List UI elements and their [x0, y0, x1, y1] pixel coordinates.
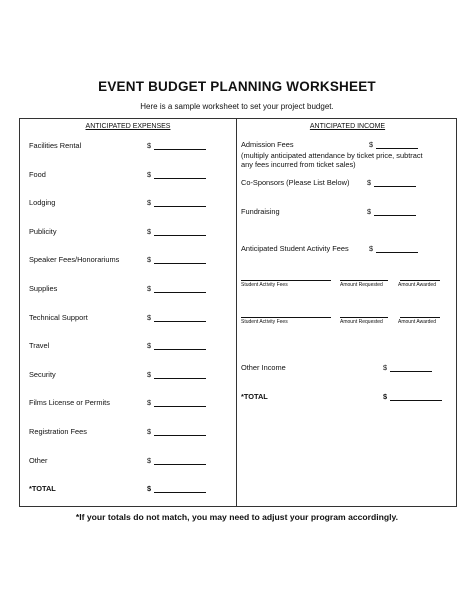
- expense-amount[interactable]: [147, 341, 206, 350]
- expense-amount[interactable]: [147, 198, 206, 207]
- income-total-blank[interactable]: [390, 393, 442, 401]
- expense-blank[interactable]: [154, 314, 206, 322]
- expenses-total-label: *TOTAL: [29, 484, 56, 494]
- currency-symbol: $: [369, 140, 374, 149]
- worksheet-table: [19, 118, 457, 507]
- expense-label: Security: [29, 369, 56, 379]
- expense-amount[interactable]: [147, 141, 206, 150]
- currency-symbol: $: [383, 392, 388, 401]
- expense-amount[interactable]: [147, 255, 206, 264]
- expense-blank[interactable]: [154, 199, 206, 207]
- expense-label: Food: [29, 169, 46, 179]
- cosponsors-amount[interactable]: [367, 178, 416, 187]
- student-fees-amount[interactable]: [369, 244, 418, 253]
- expenses-heading: ANTICIPATED EXPENSES: [85, 123, 171, 130]
- expense-amount[interactable]: [147, 456, 206, 465]
- expense-amount[interactable]: [147, 170, 206, 179]
- expense-blank[interactable]: [154, 171, 206, 179]
- expense-label: Technical Support: [29, 312, 88, 322]
- fee-table-blank[interactable]: [241, 317, 331, 318]
- fee-table-col-requested: Amount Requested: [340, 282, 383, 288]
- expense-amount[interactable]: [147, 427, 206, 436]
- expense-blank[interactable]: [154, 428, 206, 436]
- currency-symbol: $: [147, 369, 152, 379]
- expense-blank[interactable]: [154, 256, 206, 264]
- expense-blank[interactable]: [154, 228, 206, 236]
- fundraising-label: Fundraising: [241, 207, 280, 216]
- column-divider: [236, 119, 237, 506]
- fee-table-blank[interactable]: [340, 280, 388, 281]
- fee-table-col-student: Student Activity Fees: [241, 282, 288, 288]
- expense-blank[interactable]: [154, 342, 206, 350]
- expense-label: Facilities Rental: [29, 141, 82, 150]
- expense-blank[interactable]: [154, 371, 206, 379]
- currency-symbol: $: [147, 427, 152, 436]
- fee-table-col-awarded: Amount Awarded: [398, 319, 436, 325]
- fee-table-blank[interactable]: [340, 317, 388, 318]
- currency-symbol: $: [147, 455, 152, 465]
- expense-label: Publicity: [29, 226, 57, 236]
- page-title: EVENT BUDGET PLANNING WORKSHEET: [98, 79, 376, 94]
- currency-symbol: $: [383, 363, 388, 372]
- cosponsors-label: Co-Sponsors (Please List Below): [241, 178, 350, 187]
- currency-symbol: $: [147, 198, 152, 208]
- fee-table-blank[interactable]: [400, 280, 440, 281]
- currency-symbol: $: [147, 398, 152, 408]
- student-fees-blank[interactable]: [376, 245, 418, 253]
- fee-table-col-awarded: Amount Awarded: [398, 282, 436, 288]
- admission-note-1: (multiply anticipated attendance by ticket price, subtract: [241, 151, 423, 160]
- currency-symbol: $: [147, 484, 152, 494]
- currency-symbol: $: [367, 207, 372, 216]
- admission-fees-label: Admission Fees: [241, 140, 294, 149]
- other-income-blank[interactable]: [390, 364, 432, 372]
- income-heading: ANTICIPATED INCOME: [309, 123, 386, 130]
- expense-amount[interactable]: [147, 313, 206, 322]
- income-total-label: *TOTAL: [241, 392, 268, 401]
- currency-symbol: $: [147, 341, 152, 351]
- expense-amount[interactable]: [147, 284, 206, 293]
- expense-label: Other: [29, 455, 48, 465]
- expense-amount[interactable]: [147, 370, 206, 379]
- income-total-amount[interactable]: [383, 392, 442, 401]
- currency-symbol: $: [147, 312, 152, 322]
- expense-blank[interactable]: [154, 399, 206, 407]
- currency-symbol: $: [147, 169, 152, 179]
- currency-symbol: $: [369, 244, 374, 253]
- expense-blank[interactable]: [154, 285, 206, 293]
- expense-label: Lodging: [29, 198, 56, 208]
- fee-table-col-student: Student Activity Fees: [241, 319, 288, 325]
- page-subtitle: Here is a sample worksheet to set your project budget.: [140, 102, 334, 111]
- cosponsors-blank[interactable]: [374, 179, 416, 187]
- expense-label: Speaker Fees/Honorariums: [29, 255, 120, 265]
- fundraising-amount[interactable]: [367, 207, 416, 216]
- fee-table-blank[interactable]: [241, 280, 331, 281]
- other-income-amount[interactable]: [383, 363, 432, 372]
- currency-symbol: $: [147, 141, 152, 150]
- expense-label: Travel: [29, 341, 50, 351]
- expense-label: Films License or Permits: [29, 398, 110, 408]
- admission-note-2: any fees incurred from ticket sales): [241, 160, 356, 169]
- currency-symbol: $: [367, 178, 372, 187]
- other-income-label: Other Income: [241, 363, 286, 372]
- student-fees-label: Anticipated Student Activity Fees: [241, 244, 349, 253]
- expenses-total-blank[interactable]: [154, 485, 206, 493]
- admission-fees-blank[interactable]: [376, 141, 418, 149]
- expense-amount[interactable]: [147, 398, 206, 407]
- fee-table-col-requested: Amount Requested: [340, 319, 383, 325]
- currency-symbol: $: [147, 255, 152, 265]
- expense-label: Supplies: [29, 284, 58, 293]
- expenses-total-amount[interactable]: [147, 484, 206, 493]
- fee-table-blank[interactable]: [400, 317, 440, 318]
- expense-label: Registration Fees: [29, 427, 87, 436]
- expense-blank[interactable]: [154, 142, 206, 150]
- fundraising-blank[interactable]: [374, 208, 416, 216]
- footer-note: *If your totals do not match, you may need to adjust your program accordingly.: [75, 512, 399, 522]
- expense-blank[interactable]: [154, 457, 206, 465]
- expense-amount[interactable]: [147, 227, 206, 236]
- currency-symbol: $: [147, 284, 152, 293]
- currency-symbol: $: [147, 226, 152, 236]
- admission-fees-amount[interactable]: [369, 140, 418, 149]
